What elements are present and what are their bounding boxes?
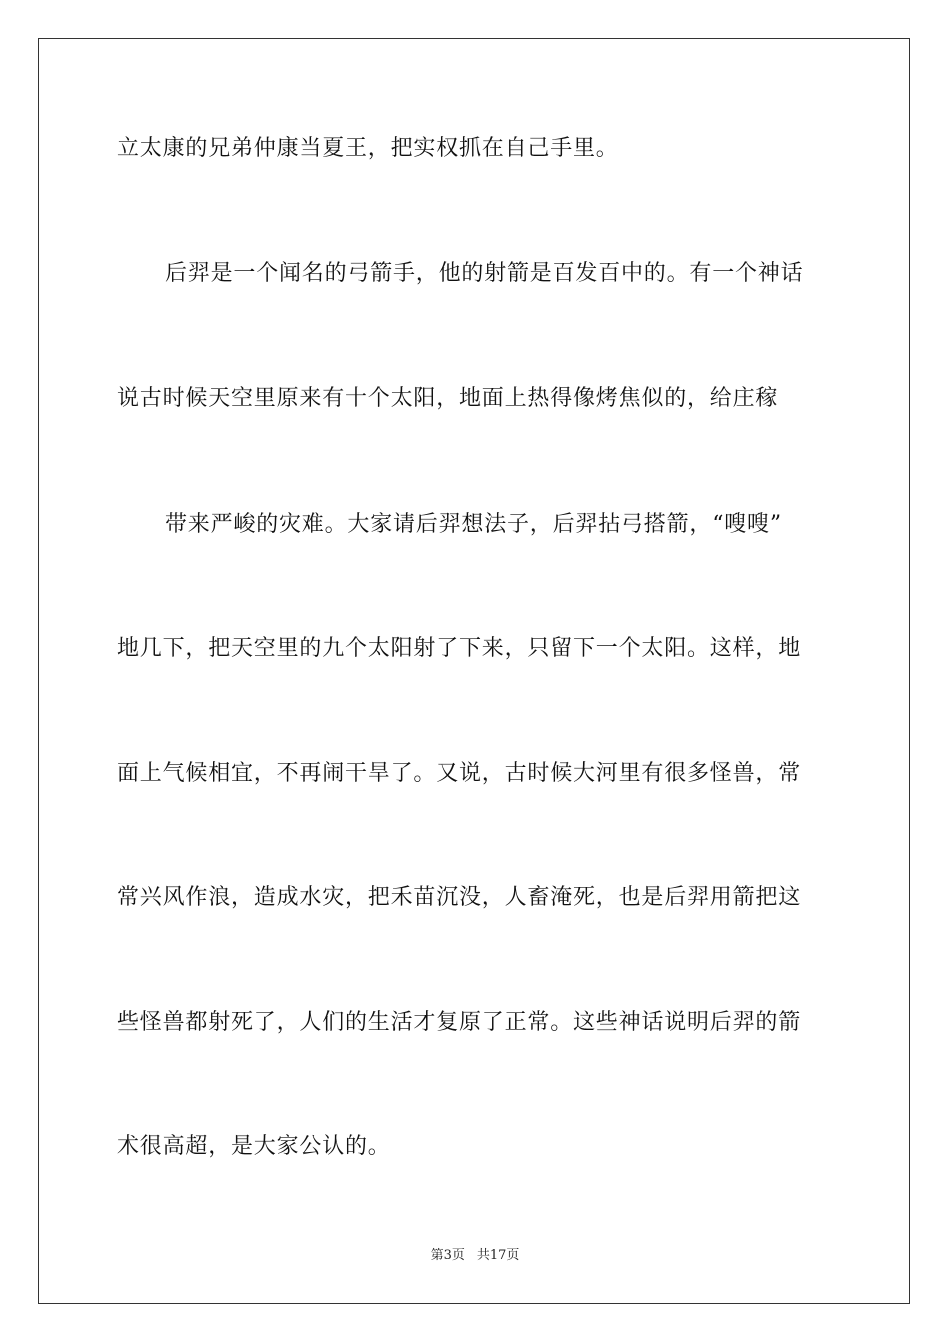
page-footer [0, 1247, 950, 1265]
paragraph-line: 地几下，把天空里的九个太阳射了下来，只留下一个太阳。这样，地 [117, 636, 802, 661]
paragraph-line: 带来严峻的灾难。大家请后羿想法子，后羿拈弓搭箭，“嗖嗖” [165, 512, 782, 537]
paragraph-line: 些怪兽都射死了，人们的生活才复原了正常。这些神话说明后羿的箭 [117, 1010, 802, 1035]
paragraph-line: 立太康的兄弟仲康当夏王，把实权抓在自己手里。 [117, 136, 619, 161]
paragraph-line: 术很高超，是大家公认的。 [117, 1134, 391, 1159]
page-total: 共17页 [476, 1248, 520, 1263]
page-number: 第3页 [430, 1248, 465, 1263]
page-border [38, 38, 910, 1304]
paragraph-line: 后羿是一个闻名的弓箭手，他的射箭是百发百中的。有一个神话 [165, 261, 804, 286]
paragraph-line: 面上气候相宜，不再闹干旱了。又说，古时候大河里有很多怪兽，常 [117, 761, 802, 786]
paragraph-line: 说古时候天空里原来有十个太阳，地面上热得像烤焦似的，给庄稼 [117, 386, 779, 411]
paragraph-line: 常兴风作浪，造成水灾，把禾苗沉没，人畜淹死，也是后羿用箭把这 [117, 885, 802, 910]
